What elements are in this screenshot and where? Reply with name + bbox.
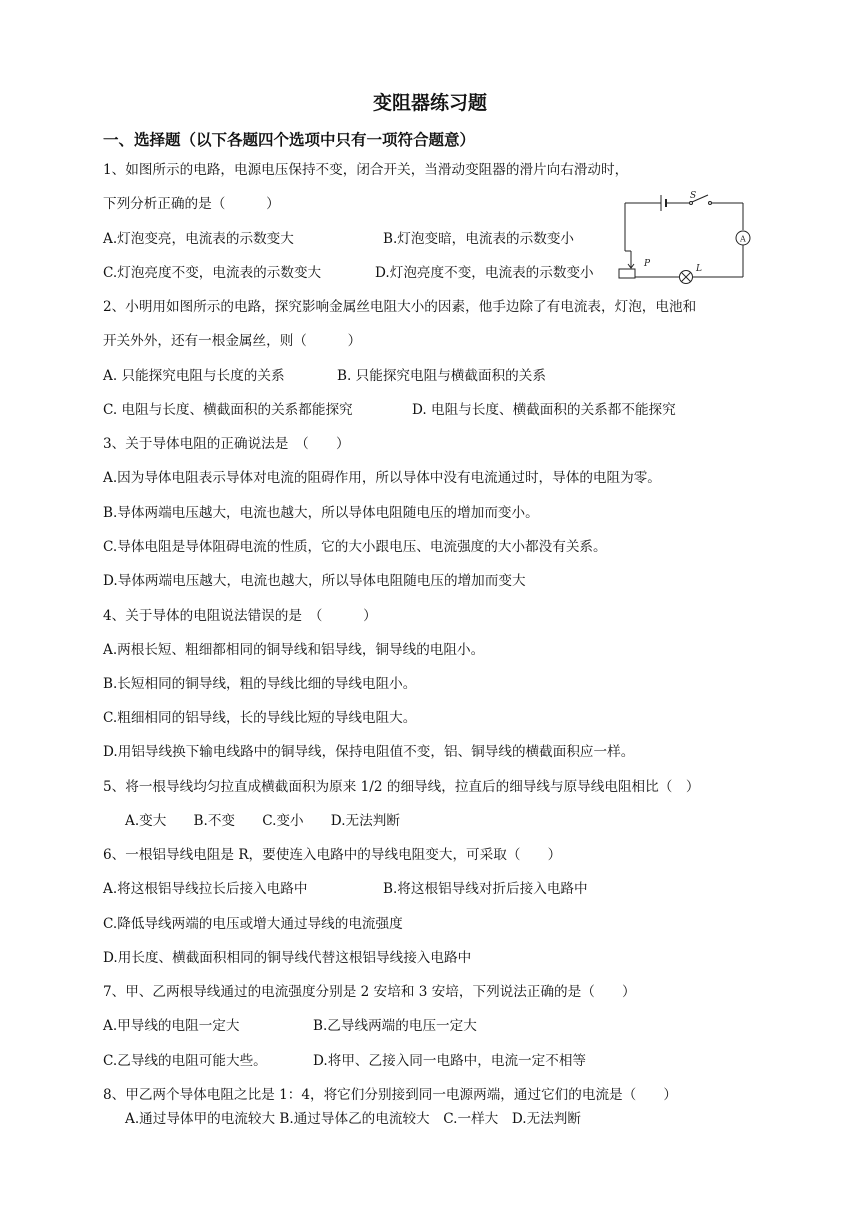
q4-option-a: A.两根长短、粗细都相同的铜导线和铝导线，铜导线的电阻小。 bbox=[103, 642, 485, 658]
q1-stem-line2: 下列分析正确的是（ ） bbox=[103, 196, 280, 212]
q8-stem: 8、甲乙两个导体电阻之比是 1：4，将它们分别接到同一电源两端，通过它们的电流是（ ） bbox=[103, 1087, 678, 1103]
q5-stem: 5、将一根导线均匀拉直成横截面积为原来 1/2 的细导线，拉直后的细导线与原导线电阻相比（ ） bbox=[103, 779, 700, 795]
q2-option-b: B. 只能探究电阻与横截面积的关系 bbox=[337, 368, 546, 384]
circuit-diagram bbox=[617, 189, 751, 289]
slider-label: P bbox=[644, 259, 651, 269]
q3-stem: 3、关于导体电阻的正确说法是 （ ） bbox=[103, 436, 350, 452]
q6-option-d: D.用长度、横截面积相同的铜导线代替这根铝导线接入电路中 bbox=[103, 950, 472, 966]
q1-stem-line1: 1、如图所示的电路，电源电压保持不变，闭合开关，当滑动变阻器的滑片向右滑动时， bbox=[103, 162, 629, 178]
section-heading: 一、选择题（以下各题四个选项中只有一项符合题意） bbox=[103, 131, 476, 149]
q4-option-c: C.粗细相同的铝导线，长的导线比短的导线电阻大。 bbox=[103, 710, 417, 726]
q6-option-c: C.降低导线两端的电压或增大通过导线的电流强度 bbox=[103, 916, 403, 932]
switch-label: S bbox=[690, 191, 697, 201]
q4-option-b: B.长短相同的铜导线，粗的导线比细的导线电阻小。 bbox=[103, 676, 417, 692]
lamp-label: L bbox=[696, 264, 702, 274]
q1-option-d: D.灯泡亮度不变，电流表的示数变小 bbox=[375, 265, 594, 281]
ammeter-label: A bbox=[740, 234, 746, 244]
q1-option-b: B.灯泡变暗，电流表的示数变小 bbox=[383, 231, 575, 247]
q3-option-d: D.导体两端电压越大，电流也越大，所以导体电阻随电压的增加而变大 bbox=[103, 573, 526, 589]
q7-option-a: A.甲导线的电阻一定大 bbox=[103, 1018, 240, 1034]
q5-options: A.变大 B.不变 C.变小 D.无法判断 bbox=[125, 813, 400, 829]
q3-option-c: C.导体电阻是导体阻碍电流的性质，它的大小跟电压、电流强度的大小都没有关系。 bbox=[103, 539, 607, 555]
q7-option-d: D.将甲、乙接入同一电路中，电流一定不相等 bbox=[313, 1053, 587, 1069]
q2-stem-line1: 2、小明用如图所示的电路，探究影响金属丝电阻大小的因素，他手边除了有电流表，灯泡，电池和 bbox=[103, 299, 697, 315]
q8-options: A.通过导体甲的电流较大 B.通过导体乙的电流较大 C.一样大 D.无法判断 bbox=[125, 1111, 581, 1127]
q6-stem: 6、一根铝导线电阻是 R，要使连入电路中的导线电阻变大，可采取（ ） bbox=[103, 847, 562, 863]
rheostat-symbol bbox=[619, 269, 635, 278]
q6-option-a: A.将这根铝导线拉长后接入电路中 bbox=[103, 881, 308, 897]
q2-option-d: D. 电阻与长度、横截面积的关系都不能探究 bbox=[412, 402, 676, 418]
q2-stem-line2: 开关外外，还有一根金属丝，则（ ） bbox=[103, 333, 362, 349]
q4-stem: 4、关于导体的电阻说法错误的是 （ ） bbox=[103, 608, 377, 624]
q2-option-a: A. 只能探究电阻与长度的关系 bbox=[103, 368, 285, 384]
q6-option-b: B.将这根铝导线对折后接入电路中 bbox=[383, 881, 588, 897]
q3-option-a: A.因为导体电阻表示导体对电流的阻碍作用，所以导体中没有电流通过时，导体的电阻为零。 bbox=[103, 470, 661, 486]
q2-option-c: C. 电阻与长度、横截面积的关系都能探究 bbox=[103, 402, 353, 418]
q1-option-c: C.灯泡亮度不变，电流表的示数变大 bbox=[103, 265, 322, 281]
q7-option-b: B.乙导线两端的电压一定大 bbox=[313, 1018, 477, 1034]
q3-option-b: B.导体两端电压越大，电流也越大，所以导体电阻随电压的增加而变小。 bbox=[103, 505, 539, 521]
page-title: 变阻器练习题 bbox=[372, 92, 487, 114]
q1-option-a: A.灯泡变亮，电流表的示数变大 bbox=[103, 231, 294, 247]
q7-stem: 7、甲、乙两根导线通过的电流强度分别是 2 安培和 3 安培，下列说法正确的是（ ） bbox=[103, 984, 636, 1000]
q4-option-d: D.用铝导线换下输电线路中的铜导线，保持电阻值不变，铝、铜导线的横截面积应一样。 bbox=[103, 744, 635, 760]
q7-option-c: C.乙导线的电阻可能大些。 bbox=[103, 1053, 267, 1069]
